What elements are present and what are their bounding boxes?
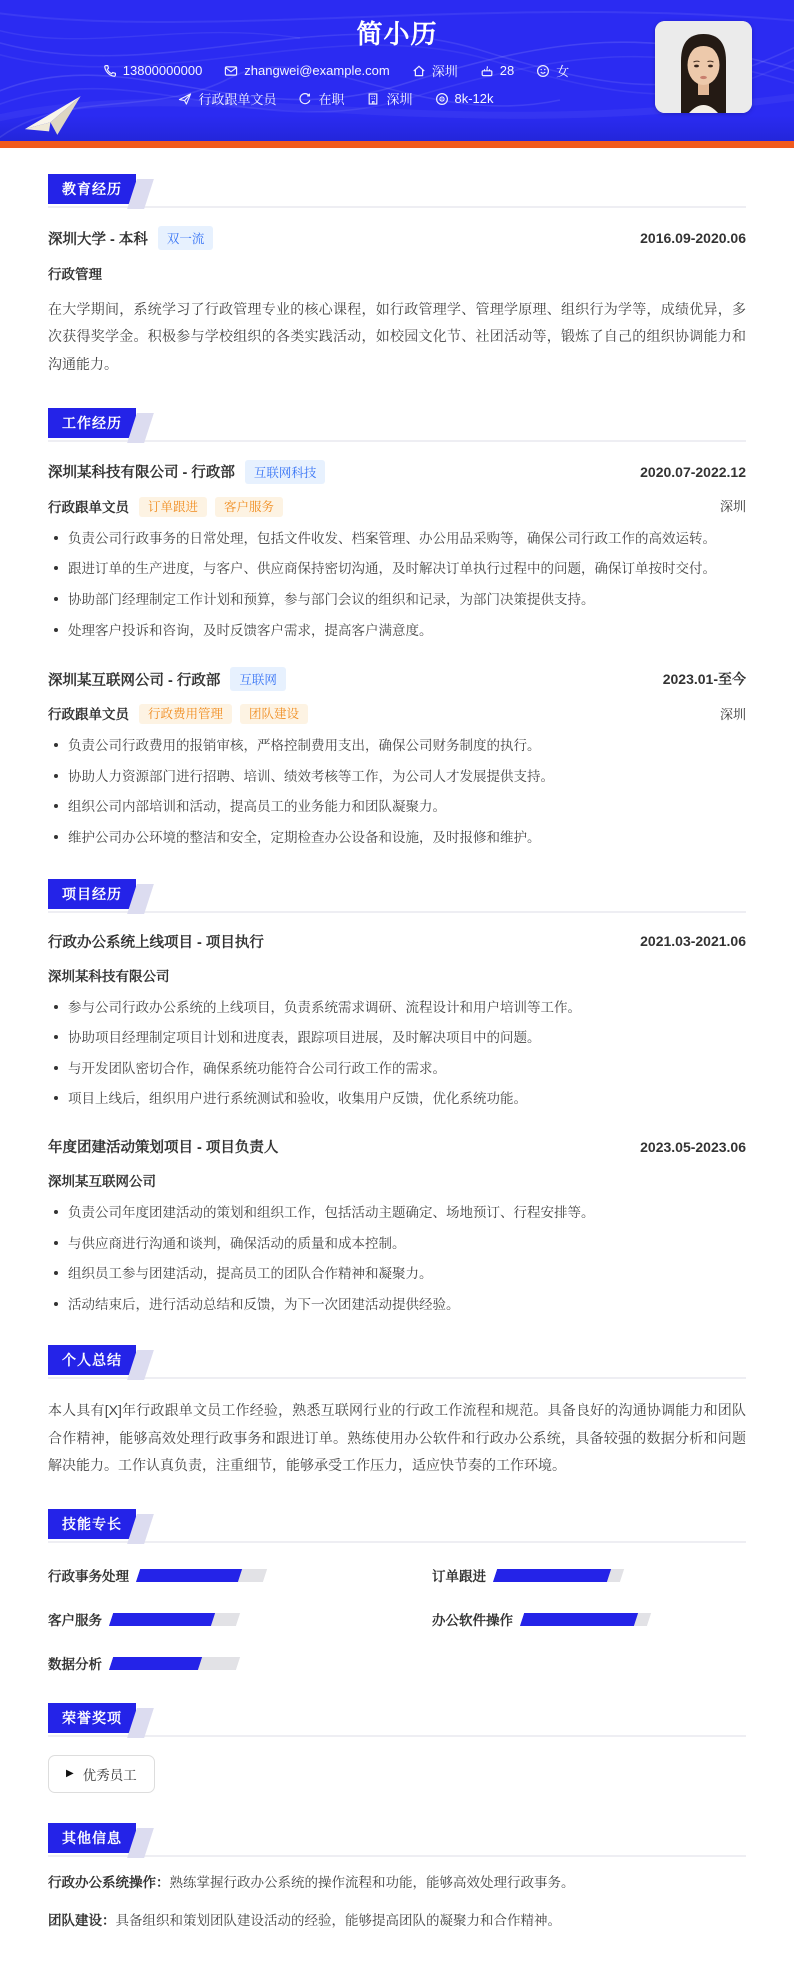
school-name: 深圳大学 - 本科 <box>48 231 148 248</box>
skill-bar <box>136 1569 267 1582</box>
skill-bar-fill <box>520 1613 639 1626</box>
job-item <box>366 89 412 108</box>
project-date: 2021.03-2021.06 <box>640 933 746 950</box>
play-triangle-icon: ▶ <box>66 1768 74 1780</box>
plane-icon <box>178 92 192 106</box>
skill-item <box>48 1653 362 1673</box>
contact-text: 女 <box>556 64 570 79</box>
section-title-badge: 荣誉奖项 <box>48 1703 136 1733</box>
role-tag: 团队建设 <box>240 704 308 724</box>
section-title-badge: 个人总结 <box>48 1345 136 1375</box>
work-date: 2020.07-2022.12 <box>640 463 746 480</box>
project-bullet: 与供应商进行沟通和谈判，确保活动的质量和成本控制。 <box>48 1233 746 1255</box>
skill-item <box>48 1609 362 1629</box>
work-bullet: 处理客户投诉和咨询，及时反馈客户需求，提高客户满意度。 <box>48 620 746 642</box>
section-projects <box>48 879 746 1316</box>
work-bullet: 协助人力资源部门进行招聘、培训、绩效考核等工作，为公司人才发展提供支持。 <box>48 766 746 788</box>
skill-bar-fill <box>109 1657 202 1670</box>
project-company: 深圳某科技有限公司 <box>48 968 170 984</box>
section-skills <box>48 1509 746 1673</box>
project-bullet: 活动结束后，进行活动总结和反馈，为下一次团建活动提供经验。 <box>48 1294 746 1316</box>
gender-icon <box>536 64 550 78</box>
honor-label: 优秀员工 <box>82 1768 137 1784</box>
education-date: 2016.09-2020.06 <box>640 230 746 246</box>
skill-item <box>48 1565 362 1585</box>
skill-bar <box>520 1613 651 1626</box>
job-role: 行政跟单文员 <box>48 499 129 515</box>
section-title-badge: 教育经历 <box>48 174 136 204</box>
accent-divider <box>0 141 794 148</box>
section-header <box>48 879 746 913</box>
section-honors <box>48 1703 746 1793</box>
phone-icon <box>103 64 117 78</box>
contact-item <box>103 63 203 78</box>
project-bullet: 负责公司年度团建活动的策划和组织工作，包括活动主题确定、场地预订、行程安排等。 <box>48 1202 746 1224</box>
skills-grid <box>48 1565 746 1673</box>
section-title-badge: 项目经历 <box>48 879 136 909</box>
work-entry <box>48 460 746 641</box>
resume-header <box>0 0 794 141</box>
home-icon <box>412 64 426 78</box>
work-bullets <box>48 735 746 848</box>
work-location: 深圳 <box>719 706 746 722</box>
work-bullet: 组织公司内部培训和活动，提高员工的业务能力和团队凝聚力。 <box>48 796 746 818</box>
contact-item <box>536 61 569 80</box>
work-date: 2023.01-至今 <box>662 671 746 688</box>
resume-title: 简小历 <box>356 19 438 49</box>
skill-bar <box>109 1657 240 1670</box>
industry-tag: 互联网科技 <box>245 460 326 484</box>
contact-item <box>412 61 458 80</box>
contact-item <box>224 63 389 78</box>
section-header <box>48 1823 746 1857</box>
section-header <box>48 174 746 208</box>
project-date: 2023.05-2023.06 <box>640 1138 746 1155</box>
skill-bar <box>493 1569 624 1582</box>
skill-bar-fill <box>493 1569 612 1582</box>
job-text: 深圳 <box>386 92 413 107</box>
skill-item <box>432 1565 746 1585</box>
contact-text: 13800000000 <box>122 63 203 78</box>
role-tag: 行政费用管理 <box>139 704 232 724</box>
section-header <box>48 408 746 442</box>
other-info-label: 团队建设： <box>48 1913 116 1929</box>
job-text: 8k-12k <box>454 91 494 106</box>
honor-item[interactable] <box>48 1755 155 1793</box>
project-bullets <box>48 997 746 1110</box>
education-entry <box>48 226 746 378</box>
skill-bar <box>109 1613 240 1626</box>
other-info-text: 熟练掌握行政办公系统的操作流程和功能，能够高效处理行政事务。 <box>169 1875 575 1891</box>
portrait-illustration <box>655 21 752 113</box>
contact-text: zhangwei@example.com <box>244 63 390 78</box>
role-tags <box>139 704 316 722</box>
work-entries <box>48 460 746 849</box>
role-tag: 客户服务 <box>215 497 283 517</box>
project-bullet: 协助项目经理制定项目计划和进度表，跟踪项目进展，及时解决项目中的问题。 <box>48 1027 746 1049</box>
role-tags <box>139 497 291 515</box>
skill-bar-fill <box>109 1613 215 1626</box>
contact-item <box>480 63 514 78</box>
skill-label: 客户服务 <box>48 1613 102 1629</box>
section-education <box>48 174 746 378</box>
section-summary <box>48 1345 746 1479</box>
skill-bar-fill <box>136 1569 242 1582</box>
project-bullet: 参与公司行政办公系统的上线项目，负责系统需求调研、流程设计和用户培训等工作。 <box>48 997 746 1019</box>
cake-icon <box>480 64 494 78</box>
work-bullet: 协助部门经理制定工作计划和预算，参与部门会议的组织和记录，为部门决策提供支持。 <box>48 589 746 611</box>
job-item <box>298 89 344 108</box>
job-item <box>178 89 276 108</box>
section-work <box>48 408 746 849</box>
other-info-line <box>48 1910 746 1933</box>
role-tag: 订单跟进 <box>139 497 207 517</box>
job-row <box>0 89 672 108</box>
skill-item <box>432 1609 746 1629</box>
work-bullet: 负责公司行政费用的报销审核，严格控制费用支出，确保公司财务制度的执行。 <box>48 735 746 757</box>
contact-row <box>0 61 672 80</box>
status-icon <box>298 92 312 106</box>
work-bullets <box>48 528 746 641</box>
project-name: 行政办公系统上线项目 - 项目执行 <box>48 934 264 951</box>
mail-icon <box>224 64 238 78</box>
salary-icon <box>435 92 449 106</box>
job-item <box>435 91 494 106</box>
section-other <box>48 1823 746 1933</box>
work-bullet: 负责公司行政事务的日常处理，包括文件收发、档案管理、办公用品采购等，确保公司行政工作的高效运转。 <box>48 528 746 550</box>
honors-list <box>48 1755 746 1793</box>
other-info-label: 行政办公系统操作： <box>48 1875 170 1891</box>
section-title-badge: 技能专长 <box>48 1509 136 1539</box>
section-header <box>48 1509 746 1543</box>
skill-label: 行政事务处理 <box>48 1569 129 1585</box>
contact-text: 深圳 <box>431 64 458 79</box>
other-info-list <box>48 1872 746 1933</box>
project-entry <box>48 1136 746 1315</box>
project-entry <box>48 931 746 1110</box>
resume-body <box>0 148 794 1963</box>
building-icon <box>366 92 380 106</box>
skill-label: 订单跟进 <box>432 1569 486 1585</box>
other-info-text: 具备组织和策划团队建设活动的经验，能够提高团队的凝聚力和合作精神。 <box>115 1913 561 1929</box>
work-location: 深圳 <box>719 499 746 515</box>
project-bullet: 组织员工参与团建活动，提高员工的团队合作精神和凝聚力。 <box>48 1263 746 1285</box>
section-title-badge: 工作经历 <box>48 408 136 438</box>
contact-text: 28 <box>499 63 515 78</box>
project-bullet: 项目上线后，组织用户进行系统测试和验收，收集用户反馈，优化系统功能。 <box>48 1088 746 1110</box>
section-header <box>48 1345 746 1379</box>
industry-tag: 互联网 <box>230 667 286 691</box>
project-company: 深圳某互联网公司 <box>48 1174 156 1190</box>
company-name: 深圳某科技有限公司 - 行政部 <box>48 465 235 482</box>
project-bullet: 与开发团队密切合作，确保系统功能符合公司行政工作的需求。 <box>48 1058 746 1080</box>
job-text: 行政跟单文员 <box>198 92 277 107</box>
job-role: 行政跟单文员 <box>48 707 129 723</box>
work-bullet: 跟进订单的生产进度，与客户、供应商保持密切沟通，及时解决订单执行过程中的问题，确保订单按时交付。 <box>48 558 746 580</box>
profile-photo <box>655 21 752 113</box>
job-text: 在职 <box>318 92 345 107</box>
work-bullet: 维护公司办公环境的整洁和安全，定期检查办公设备和设施，及时报修和维护。 <box>48 827 746 849</box>
major-name: 行政管理 <box>48 267 102 282</box>
project-name: 年度团建活动策划项目 - 项目负责人 <box>48 1140 279 1157</box>
skill-label: 办公软件操作 <box>432 1613 513 1629</box>
other-info-line <box>48 1872 746 1895</box>
project-entries <box>48 931 746 1316</box>
work-entry <box>48 667 746 848</box>
skill-label: 数据分析 <box>48 1657 102 1673</box>
section-header <box>48 1703 746 1737</box>
company-name: 深圳某互联网公司 - 行政部 <box>48 672 221 689</box>
section-title-badge: 其他信息 <box>48 1823 136 1853</box>
summary-text: 本人具有[X]年行政跟单文员工作经验，熟悉互联网行业的行政工作流程和规范。具备良好的沟通协调能力和团队合作精神，能够高效处理行政事务和跟进订单。熟练使用办公软件和行政办公系统，具备较强的数据分析和问题解决能力。工作认真负责，注重细节，能够承受工作压力，适应快节奏的工作环境。 <box>48 1402 746 1473</box>
education-description: 在大学期间，系统学习了行政管理专业的核心课程，如行政管理学、管理学原理、组织行为学等，成绩优异，多次获得奖学金。积极参与学校组织的各类实践活动，如校园文化节、社团活动等，锻炼了自己的组织协调能力和沟通能力。 <box>48 301 746 372</box>
project-bullets <box>48 1202 746 1315</box>
school-tag: 双一流 <box>158 226 214 250</box>
